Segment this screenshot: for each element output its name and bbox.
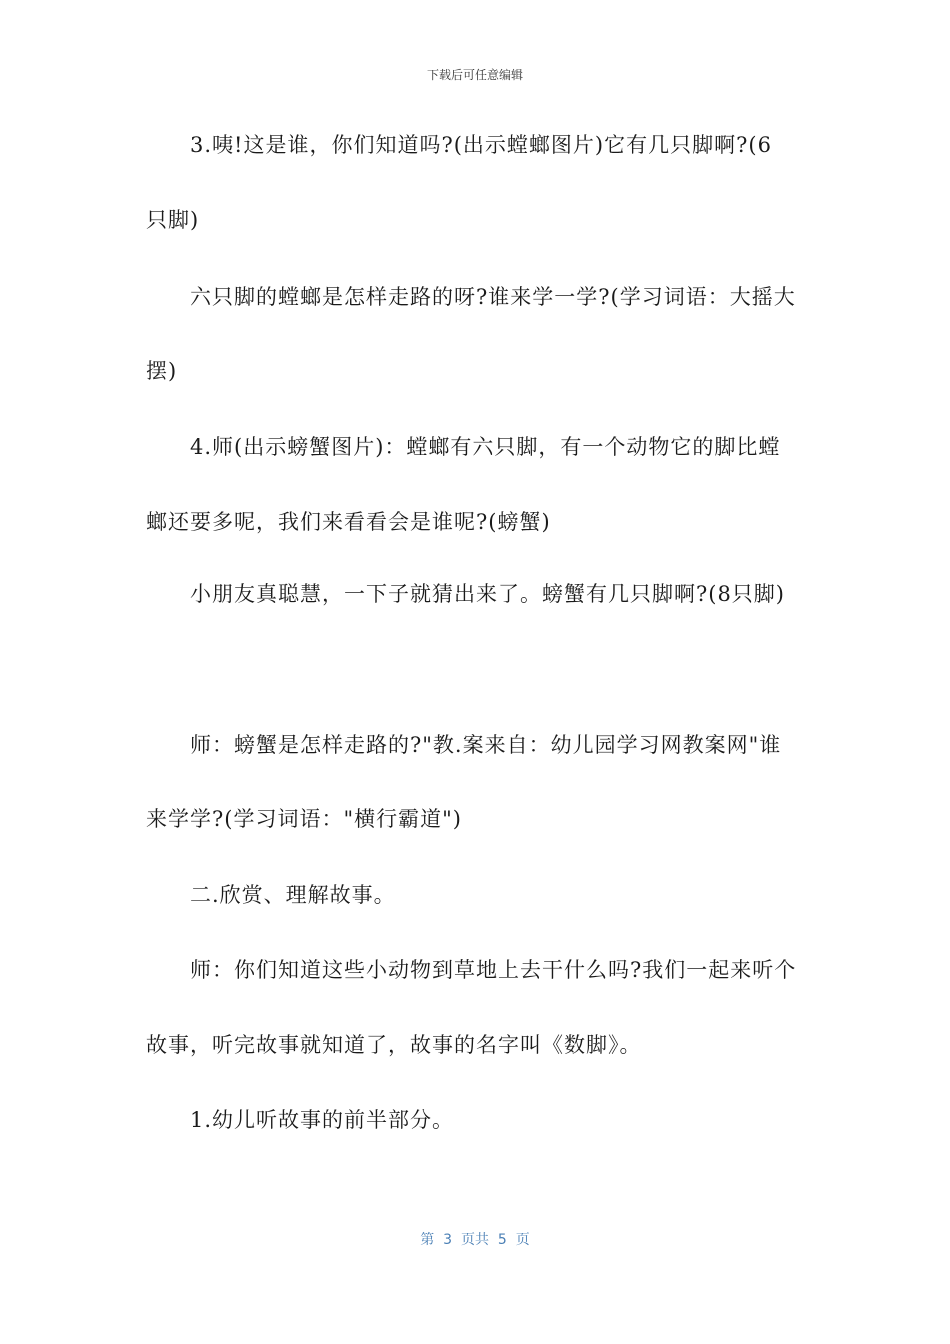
page-header: 下载后可任意编辑: [426, 68, 523, 82]
paragraph-line: 师：你们知道这些小动物到草地上去干什么吗?我们一起来听个: [190, 958, 797, 982]
paragraph-line: 小朋友真聪慧，一下子就猜出来了。螃蟹有几只脚啊?(8只脚): [190, 582, 786, 606]
paragraph-line: 来学学?(学习词语："横行霸道"): [146, 807, 462, 831]
paragraph-line: 1.幼儿听故事的前半部分。: [190, 1108, 455, 1132]
page-footer: 第 3 页共 5 页: [420, 1232, 530, 1248]
paragraph-line: 故事，听完故事就知道了，故事的名字叫《数脚》。: [146, 1033, 642, 1057]
paragraph-line: 二.欣赏、理解故事。: [190, 883, 396, 907]
paragraph-line: 4.师(出示螃蟹图片)：螳螂有六只脚，有一个动物它的脚比螳: [190, 435, 781, 459]
paragraph-line: 六只脚的螳螂是怎样走路的呀?谁来学一学?(学习词语：大摇大: [190, 285, 796, 309]
paragraph-line: 螂还要多呢，我们来看看会是谁呢?(螃蟹): [146, 510, 551, 534]
paragraph-line: 师：螃蟹是怎样走路的?"教.案来自：幼儿园学习网教案网"谁: [190, 733, 782, 757]
paragraph-line: 摆): [146, 359, 178, 383]
paragraph-line: 只脚): [146, 208, 200, 232]
paragraph-line: 3.咦!这是谁，你们知道吗?(出示螳螂图片)它有几只脚啊?(6: [190, 133, 772, 157]
